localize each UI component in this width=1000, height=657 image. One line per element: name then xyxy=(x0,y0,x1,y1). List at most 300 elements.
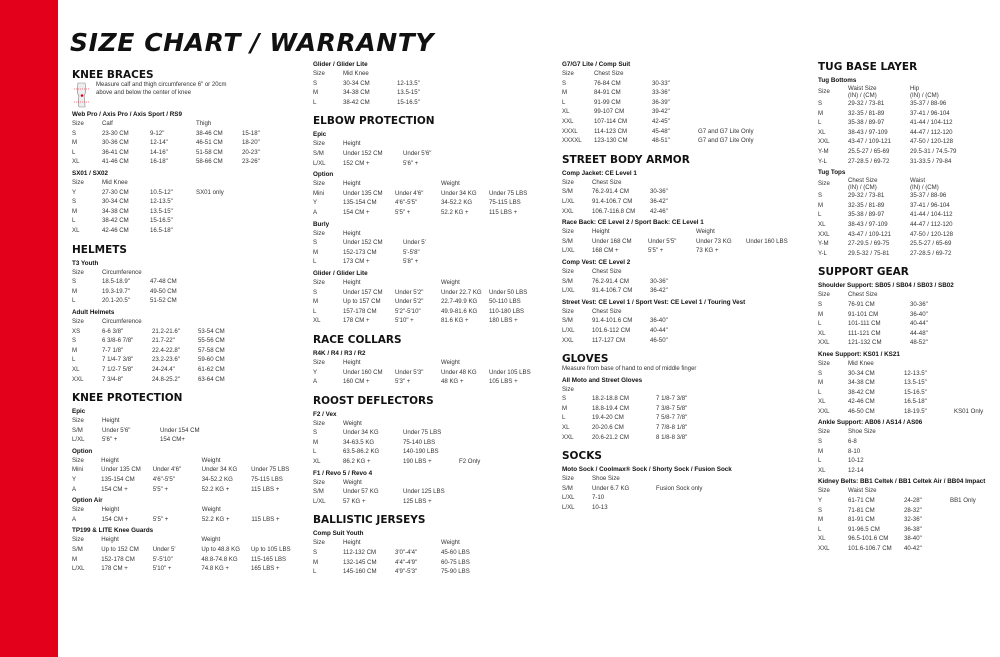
table-row xyxy=(562,79,764,89)
table-cell: 91-99 CM xyxy=(594,98,621,106)
table-cell: L xyxy=(562,414,566,422)
table-cell: SX01 only xyxy=(196,188,224,196)
table-cell: 28-32" xyxy=(904,506,922,514)
table-cell: M xyxy=(313,558,319,566)
table-row xyxy=(72,336,231,346)
table-cell: L xyxy=(818,388,822,396)
table-row xyxy=(818,147,972,157)
product-subheading: Tug Bottoms xyxy=(818,77,857,84)
table-row xyxy=(818,515,996,525)
table-row xyxy=(313,159,449,169)
table-row xyxy=(818,239,972,249)
size-table xyxy=(562,69,764,146)
table-cell: 36-41 CM xyxy=(102,148,129,156)
table-row xyxy=(818,447,904,457)
section-heading-tug-base-layer: TUG BASE LAYER xyxy=(818,61,918,73)
table-cell: 84-91 CM xyxy=(594,89,621,97)
table-cell: 20.6-21.2 CM xyxy=(592,433,629,441)
table-cell: Under 160 LBS xyxy=(746,237,788,245)
table-cell: 40-44" xyxy=(650,326,668,334)
product-subheading: R4K / R4 / R3 / R2 xyxy=(313,349,366,357)
table-cell xyxy=(950,525,996,535)
table-cell: 81.6 KG + xyxy=(441,317,469,325)
table-row xyxy=(72,138,278,148)
table-cell xyxy=(904,359,954,369)
table-cell: Under 57 KG xyxy=(343,488,379,496)
table-row xyxy=(313,457,505,467)
table-cell: 12-13.5" xyxy=(904,369,927,377)
table-cell: Height xyxy=(101,506,120,514)
table-cell: Under 5'6" xyxy=(102,426,131,434)
table-row xyxy=(72,475,297,485)
table-cell: 37-41 / 96-104 xyxy=(910,109,950,117)
table-cell: Size xyxy=(313,140,325,148)
table-cell: 30-36 CM xyxy=(102,139,129,147)
table-cell: 7 1/2-7 5/8" xyxy=(102,365,134,373)
table-cell: 7 3/8-7 5/8" xyxy=(656,404,688,412)
column-2 xyxy=(313,60,548,577)
table-cell xyxy=(150,119,196,129)
table-row xyxy=(562,316,696,326)
red-side-bar xyxy=(0,0,58,657)
table-cell: 29.5-31 / 74.5-79 xyxy=(910,148,957,156)
table-cell: 135-154 CM xyxy=(343,199,377,207)
table-cell: Under 34 KG xyxy=(441,189,477,197)
table-cell xyxy=(950,486,996,496)
table-cell: 46-50" xyxy=(650,336,668,344)
knee-brace-icon xyxy=(72,82,92,108)
table-cell: 96.5-101.6 CM xyxy=(848,535,889,543)
table-cell: 46-51 CM xyxy=(196,139,223,147)
table-cell xyxy=(459,447,505,457)
product-subheading: TP199 & LITE Knee Guards xyxy=(72,527,154,535)
table-cell: Mini xyxy=(72,466,84,474)
table-cell: 47-50 / 120-128 xyxy=(910,230,954,238)
table-cell: S xyxy=(818,192,823,200)
table-cell xyxy=(150,268,196,278)
table-header-row xyxy=(562,69,764,79)
table-row xyxy=(562,187,696,197)
table-cell: Under 5'5" xyxy=(648,237,677,245)
table-cell: 6 3/8-6 7/8" xyxy=(102,337,134,345)
table-cell: 165 LBS + xyxy=(250,565,280,573)
table-cell xyxy=(459,419,505,429)
table-cell: 38-43 / 97-109 xyxy=(848,220,888,228)
table-cell xyxy=(746,246,794,256)
table-cell: XXXL xyxy=(562,127,578,135)
size-table xyxy=(313,419,505,467)
product-subheading: SX01 / SX02 xyxy=(72,169,109,177)
table-cell: 24.8-25.2" xyxy=(152,375,180,383)
table-cell: Size xyxy=(313,70,325,78)
table-cell: 61-71 CM xyxy=(848,497,875,505)
table-cell: 112-132 CM xyxy=(343,549,377,557)
table-cell: 20-20.6 CM xyxy=(592,423,624,431)
table-cell: XXL xyxy=(818,545,830,553)
table-cell xyxy=(904,486,950,496)
table-cell xyxy=(397,69,443,79)
table-cell: 91-101 CM xyxy=(848,310,879,318)
table-cell: S xyxy=(313,288,318,296)
table-cell: 101.6-106.7 CM xyxy=(848,545,892,553)
product-subheading: Race Back: CE Level 2 / Sport Back: CE Level 1 xyxy=(562,219,704,227)
table-cell: 29-32 / 73-81 xyxy=(848,100,885,108)
table-cell: 16.5-18" xyxy=(150,226,173,234)
table-cell: 34-38 CM xyxy=(102,207,129,215)
table-cell: L/XL xyxy=(72,436,85,444)
table-cell: 58-66 CM xyxy=(196,158,223,166)
table-row xyxy=(818,220,972,230)
table-row xyxy=(562,277,696,287)
table-cell xyxy=(153,535,202,545)
section-heading-street-body-armor: STREET BODY ARMOR xyxy=(562,153,690,166)
table-cell xyxy=(459,428,505,438)
table-row xyxy=(562,207,696,217)
table-cell: 52.2 KG + xyxy=(441,208,469,216)
table-cell: Weight xyxy=(441,278,460,286)
table-cell: M xyxy=(313,248,319,256)
section-heading-helmets: HELMETS xyxy=(72,243,127,256)
table-row xyxy=(313,288,535,298)
table-cell: 5'8" + xyxy=(403,258,419,266)
measure-note: Measure from base of hand to end of middle finger xyxy=(562,366,697,373)
table-cell: 115 LBS + xyxy=(489,208,518,216)
table-cell xyxy=(954,368,1000,378)
table-header-row xyxy=(313,358,537,368)
table-cell: XXL xyxy=(818,138,830,146)
table-cell: Y-M xyxy=(818,240,829,248)
table-cell: 105 LBS + xyxy=(489,378,518,386)
product-subheading: Glider / Glider Lite xyxy=(313,269,368,277)
table-cell: Size xyxy=(818,428,830,436)
table-row xyxy=(562,127,764,137)
table-cell: 34-38 CM xyxy=(343,89,370,97)
table-row xyxy=(72,374,231,384)
table-cell: Size xyxy=(562,70,574,78)
table-row xyxy=(562,136,764,146)
table-row xyxy=(562,107,764,117)
table-cell: 7 7/8-8 1/8" xyxy=(656,423,688,431)
table-cell: 32-35 / 81-89 xyxy=(848,109,885,117)
table-cell: L/XL xyxy=(562,197,575,205)
table-cell: 8-10 xyxy=(848,447,861,455)
table-cell: XXL xyxy=(562,118,574,126)
table-cell: 63-64 CM xyxy=(198,375,225,383)
table-cell: Under 4'6" xyxy=(152,466,182,474)
table-header-row xyxy=(562,307,696,317)
table-cell: M xyxy=(72,555,78,563)
size-table xyxy=(72,456,297,494)
table-cell: 49.9-81.6 KG xyxy=(441,307,478,315)
table-cell: 115 LBS + xyxy=(251,515,280,523)
table-cell: 125 LBS + xyxy=(403,497,432,505)
product-subheading: F2 / Vex xyxy=(313,410,337,418)
size-table xyxy=(72,317,231,384)
table-cell: 46-50 CM xyxy=(848,407,875,415)
size-table xyxy=(818,486,996,553)
table-cell xyxy=(650,178,696,188)
table-cell: 49-50 CM xyxy=(150,287,177,295)
table-cell xyxy=(950,515,996,525)
table-cell: 168 CM + xyxy=(592,247,619,255)
table-cell xyxy=(152,317,198,327)
table-cell: 5'10" + xyxy=(395,317,414,325)
table-cell: 5'3" + xyxy=(395,378,411,386)
table-row xyxy=(562,433,712,443)
table-cell: 16.5-18" xyxy=(904,398,927,406)
table-cell: Size xyxy=(313,278,325,286)
table-cell: S/M xyxy=(313,488,324,496)
table-row xyxy=(818,397,1000,407)
product-subheading: Comp Jacket: CE Level 1 xyxy=(562,169,637,177)
size-table xyxy=(72,505,297,524)
table-row xyxy=(562,98,764,108)
table-row xyxy=(562,484,712,494)
table-row xyxy=(313,377,537,387)
table-cell: 7-10 xyxy=(592,494,605,502)
table-row xyxy=(313,248,449,258)
table-cell: 51-52 CM xyxy=(150,297,177,305)
table-cell: 7 1/8-7 3/8" xyxy=(656,395,688,403)
table-cell: 7 5/8-7 7/8" xyxy=(656,414,688,422)
table-row xyxy=(72,564,297,574)
table-row xyxy=(72,465,297,475)
table-row xyxy=(313,548,489,558)
table-cell: L xyxy=(72,217,76,225)
table-cell: XL xyxy=(72,365,80,373)
table-cell: M xyxy=(818,379,824,387)
table-cell: 114-123 CM xyxy=(594,127,628,135)
size-table xyxy=(72,535,297,573)
table-row xyxy=(818,249,972,259)
product-subheading: Option Air xyxy=(72,497,103,505)
table-cell: Size xyxy=(313,229,325,237)
product-subheading: Kidney Belts: BB1 Celtek / BB1 Celtek Air / BB04 Impact xyxy=(818,478,986,486)
table-cell: Weight xyxy=(696,228,715,236)
table-cell: Size xyxy=(562,385,574,393)
table-row xyxy=(818,118,972,128)
section-heading-ballistic-jerseys: BALLISTIC JERSEYS xyxy=(313,514,426,527)
table-cell: 190 LBS + xyxy=(403,458,432,466)
table-row xyxy=(313,447,505,457)
table-cell: M xyxy=(818,447,824,455)
table-row xyxy=(818,368,1000,378)
table-row xyxy=(818,191,972,201)
size-table xyxy=(562,227,794,256)
table-cell xyxy=(698,69,764,79)
table-row xyxy=(72,157,278,167)
table-row xyxy=(818,534,996,544)
table-cell: XXL xyxy=(562,336,574,344)
table-cell: S xyxy=(72,129,77,137)
table-cell xyxy=(251,456,297,466)
table-cell: Size xyxy=(72,456,84,464)
table-row xyxy=(313,98,443,108)
table-cell xyxy=(395,358,441,368)
table-row xyxy=(313,567,489,577)
table-cell: 39-42" xyxy=(652,108,670,116)
table-cell: 29-32 / 73-81 xyxy=(848,192,885,200)
table-row xyxy=(313,428,505,438)
table-cell: Under 157 CM xyxy=(343,288,383,296)
table-cell: L/XL xyxy=(562,326,575,334)
table-cell: A xyxy=(72,485,77,493)
table-cell: 57-58 CM xyxy=(198,346,225,354)
table-cell: 29.5-32 / 75-81 xyxy=(848,249,890,257)
table-cell: Y-L xyxy=(818,157,827,165)
table-cell: 16-18" xyxy=(150,158,168,166)
table-cell: 178 CM + xyxy=(101,565,128,573)
table-cell: L xyxy=(72,148,76,156)
table-row xyxy=(313,149,449,159)
table-cell: 15-16.5" xyxy=(397,98,420,106)
table-cell: 52.2 KG + xyxy=(201,485,230,493)
table-cell: Under 5'2" xyxy=(395,288,424,296)
table-cell: Under 22.7 KG xyxy=(441,288,482,296)
table-cell: S xyxy=(313,429,318,437)
table-cell: 180 LBS + xyxy=(489,317,518,325)
table-cell: 43-47 / 109-121 xyxy=(848,230,892,238)
table-cell xyxy=(648,227,696,237)
table-cell: 22.7-49.9 KG xyxy=(441,298,478,306)
table-cell: 12-14" xyxy=(150,139,168,147)
table-cell: 91.4-101.6 CM xyxy=(592,317,633,325)
table-cell: F2 Only xyxy=(459,458,481,466)
table-cell xyxy=(650,307,696,317)
table-cell: 47-48 CM xyxy=(150,278,177,286)
table-row xyxy=(818,407,1000,417)
table-cell: 115 LBS + xyxy=(251,485,280,493)
table-cell: Under 5' xyxy=(152,546,176,554)
table-cell: 32-36" xyxy=(904,516,922,524)
table-cell: Chest Size xyxy=(594,70,624,78)
table-cell: Under 5'3" xyxy=(395,368,424,376)
table-cell: Up to 152 CM xyxy=(101,546,139,554)
table-cell: Size xyxy=(72,417,84,425)
table-cell: Weight xyxy=(441,180,460,188)
table-row xyxy=(313,79,443,89)
table-cell: 24-28" xyxy=(904,497,922,505)
table-cell xyxy=(656,493,712,503)
table-cell xyxy=(950,544,996,554)
size-table xyxy=(72,119,278,167)
table-row xyxy=(313,487,459,497)
table-cell: 42-46" xyxy=(650,207,668,215)
table-row xyxy=(72,365,231,375)
table-cell: Under 4'6" xyxy=(395,189,424,197)
table-header-row xyxy=(818,359,1000,369)
table-cell: 59-60 CM xyxy=(198,356,225,364)
table-cell: Height xyxy=(592,228,610,236)
table-cell: S/M xyxy=(562,317,573,325)
table-cell: 160 CM + xyxy=(343,378,370,386)
table-cell: Under 73 KG xyxy=(696,237,732,245)
table-cell: 106.7-116.8 CM xyxy=(592,207,636,215)
table-cell: S xyxy=(313,79,318,87)
table-row xyxy=(72,545,297,555)
section-heading-knee-braces: KNEE BRACES xyxy=(72,69,154,81)
table-cell: 18.2-18.8 CM xyxy=(592,395,629,403)
size-table xyxy=(562,385,712,443)
table-cell: Y xyxy=(313,199,318,207)
section-heading-roost-deflectors: ROOST DEFLECTORS xyxy=(313,394,434,407)
table-cell: Size xyxy=(72,506,84,514)
table-header-row xyxy=(562,178,696,188)
table-row xyxy=(818,378,1000,388)
table-cell: 4'6"-5'5" xyxy=(395,199,418,207)
table-cell: 20.1-20.5" xyxy=(102,297,130,305)
table-cell: 10-13 xyxy=(592,503,608,511)
table-cell: 4'4"-4'9" xyxy=(395,558,418,566)
table-cell: 9-12" xyxy=(150,129,165,137)
table-cell: 35-38 / 89-97 xyxy=(848,119,885,127)
table-cell: 5'6" + xyxy=(102,436,118,444)
table-cell: 154 CM + xyxy=(101,515,129,523)
table-header-row xyxy=(72,268,196,278)
size-table xyxy=(313,278,535,326)
table-cell: 38-46 CM xyxy=(196,129,223,137)
table-cell: Weight xyxy=(201,456,221,464)
table-cell: 15-18" xyxy=(242,129,260,137)
table-cell xyxy=(656,503,712,513)
table-cell: XXL xyxy=(818,230,830,238)
table-cell xyxy=(954,397,1000,407)
table-cell: L/XL xyxy=(562,503,575,511)
table-cell: S xyxy=(313,549,318,557)
table-cell: 121-132 CM xyxy=(848,339,882,347)
table-cell: S xyxy=(562,79,567,87)
table-cell: L/XL xyxy=(562,494,575,502)
product-subheading: G7/G7 Lite / Comp Suit xyxy=(562,61,631,68)
table-row xyxy=(562,197,696,207)
table-cell: 22.4-22.8" xyxy=(152,346,180,354)
table-cell: M xyxy=(72,139,78,147)
table-cell xyxy=(656,385,712,395)
size-table xyxy=(313,478,459,507)
table-cell: 6-6 3/8" xyxy=(102,327,124,335)
size-table xyxy=(818,177,972,258)
table-cell: L/XL xyxy=(72,565,85,573)
table-cell: 20-23" xyxy=(242,148,260,156)
table-cell xyxy=(698,117,764,127)
table-cell: 34-52.2 KG xyxy=(201,476,233,484)
table-cell: BB1 Only xyxy=(950,497,976,505)
table-row xyxy=(818,525,996,535)
table-cell: Weight xyxy=(201,536,221,544)
table-cell: Weight xyxy=(343,478,362,486)
table-cell: 24-24.4" xyxy=(152,365,175,373)
table-cell: Thigh xyxy=(196,120,212,128)
table-cell: Up to 157 CM xyxy=(343,298,381,306)
table-cell: Up to 105 LBS xyxy=(250,546,291,554)
table-cell: Mid Knee xyxy=(848,359,874,367)
table-row xyxy=(72,188,242,198)
table-cell xyxy=(954,359,1000,369)
table-cell: L/XL xyxy=(313,159,326,167)
table-row xyxy=(818,300,956,310)
table-cell: 23-30 CM xyxy=(102,129,129,137)
table-cell: 61-62 CM xyxy=(198,365,225,373)
section-heading-race-collars: RACE COLLARS xyxy=(313,333,402,346)
table-row xyxy=(72,355,231,365)
table-cell: 7-7 1/8" xyxy=(102,346,124,354)
table-cell: XL xyxy=(818,466,826,474)
table-row xyxy=(72,207,242,217)
table-cell: M xyxy=(72,346,78,354)
table-cell: 154 CM + xyxy=(343,208,370,216)
table-cell: S xyxy=(818,300,823,308)
table-header-row xyxy=(313,139,449,149)
